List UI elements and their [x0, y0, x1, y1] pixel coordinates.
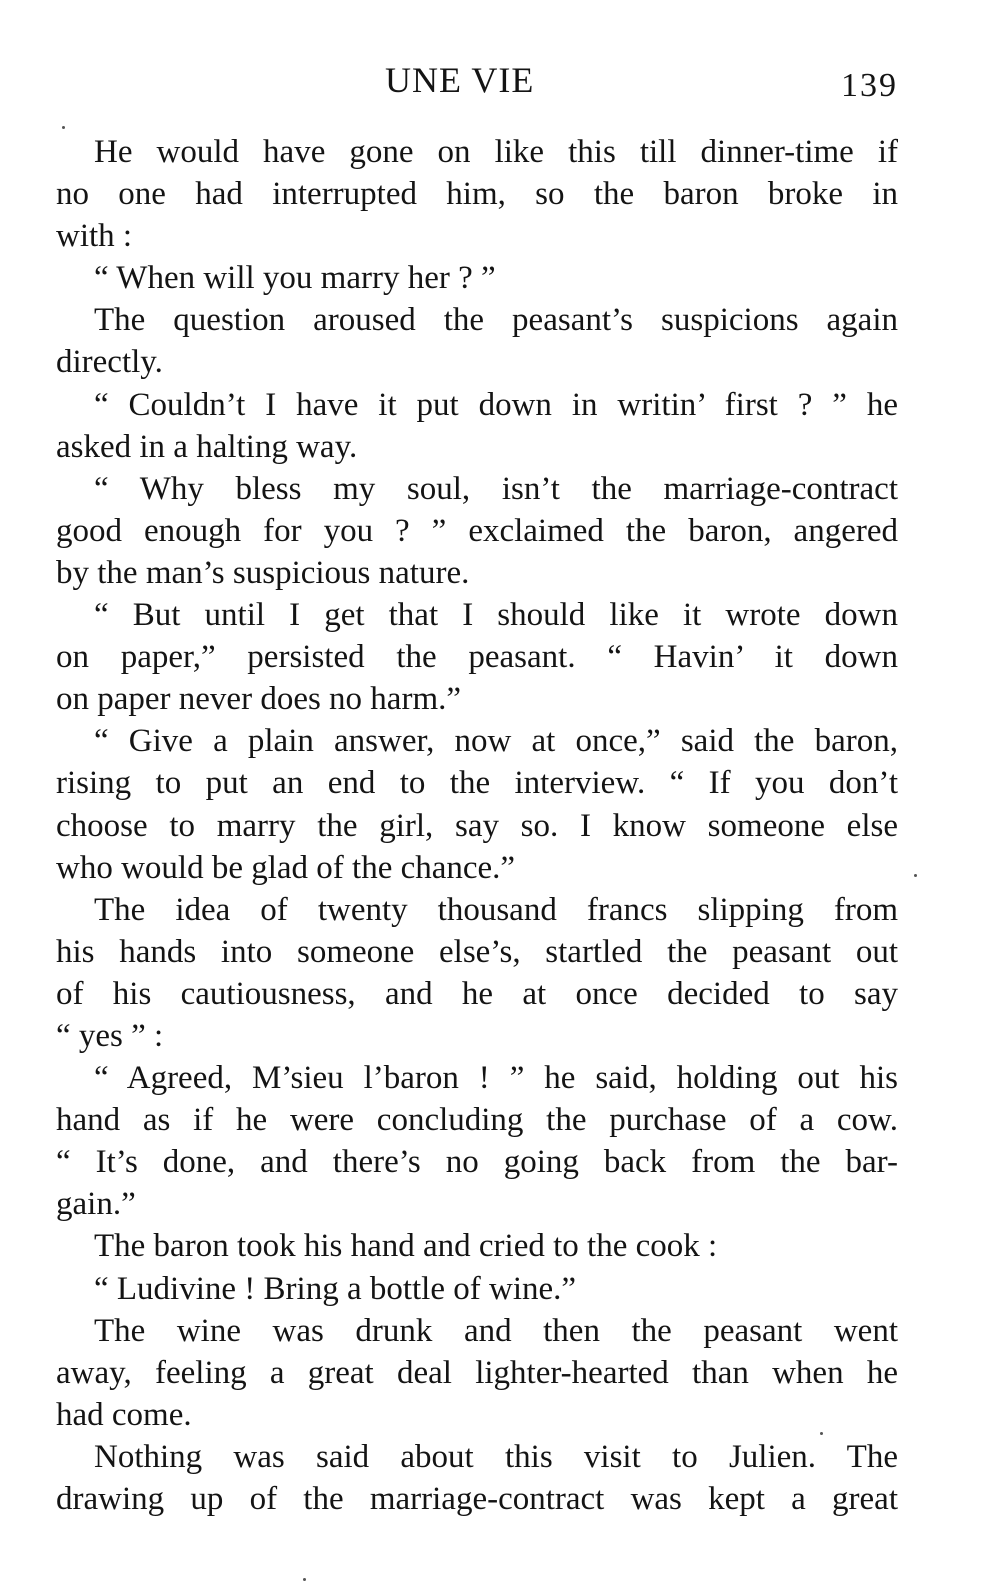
text-line: drawing up of the marriage-contract was kept a great: [56, 1481, 898, 1517]
print-speck: [303, 1578, 306, 1581]
text-line: “ Agreed, M’sieu l’baron ! ” he said, holding out his: [94, 1060, 898, 1097]
print-speck: [914, 874, 917, 877]
text-line: “ But until I get that I should like it wrote down: [94, 597, 898, 634]
print-speck: [62, 126, 65, 129]
text-line: “ It’s done, and there’s no going back from the bar-: [56, 1144, 898, 1181]
text-line: He would have gone on like this till dinner-time if: [94, 134, 898, 170]
text-line: of his cautiousness, and he at once decided to say: [56, 975, 898, 1012]
page-number: 139: [841, 67, 898, 104]
text-line: directly.: [56, 344, 163, 381]
text-line: choose to marry the girl, say so. I know someone else: [56, 807, 898, 844]
text-line: “ When will you marry her ? ”: [94, 260, 496, 297]
text-line: away, feeling a great deal lighter-hearted than when he: [56, 1354, 898, 1391]
text-line: rising to put an end to the interview. “ If you don’t: [56, 765, 898, 802]
text-line: gain.”: [56, 1186, 136, 1223]
text-line: The wine was drunk and then the peasant went: [94, 1312, 898, 1349]
text-line: “ Why bless my soul, isn’t the marriage-contract: [94, 470, 898, 507]
text-line: “ yes ” :: [56, 1017, 164, 1054]
running-title: UNE VIE: [385, 60, 535, 100]
text-line: The baron took his hand and cried to the cook :: [94, 1228, 718, 1265]
text-line: “ Give a plain answer, now at once,” said the baron,: [94, 723, 898, 760]
text-line: with :: [56, 218, 133, 255]
text-line: hand as if he were concluding the purchase of a cow.: [56, 1102, 898, 1139]
body-text: [56, 131, 898, 1520]
text-line: by the man’s suspicious nature.: [56, 554, 470, 591]
running-head: [0, 58, 1000, 106]
print-speck: [820, 1432, 823, 1435]
text-line: on paper never does no harm.”: [56, 681, 462, 718]
text-line: “ Couldn’t I have it put down in writin’ first ? ” he: [94, 386, 898, 423]
text-line: Nothing was said about this visit to Julien. The: [94, 1438, 898, 1475]
text-line: on paper,” persisted the peasant. “ Havin’ it down: [56, 639, 898, 676]
text-line: The idea of twenty thousand francs slipping from: [94, 891, 898, 928]
text-line: asked in a halting way.: [56, 428, 358, 465]
text-line: no one had interrupted him, so the baron broke in: [56, 176, 898, 213]
text-line: had come.: [56, 1396, 192, 1433]
text-line: The question aroused the peasant’s suspicions again: [94, 302, 898, 339]
text-line: “ Ludivine ! Bring a bottle of wine.”: [94, 1270, 577, 1307]
text-line: who would be glad of the chance.”: [56, 849, 516, 886]
text-line: good enough for you ? ” exclaimed the baron, angered: [56, 512, 898, 549]
text-line: his hands into someone else’s, startled the peasant out: [56, 933, 898, 970]
